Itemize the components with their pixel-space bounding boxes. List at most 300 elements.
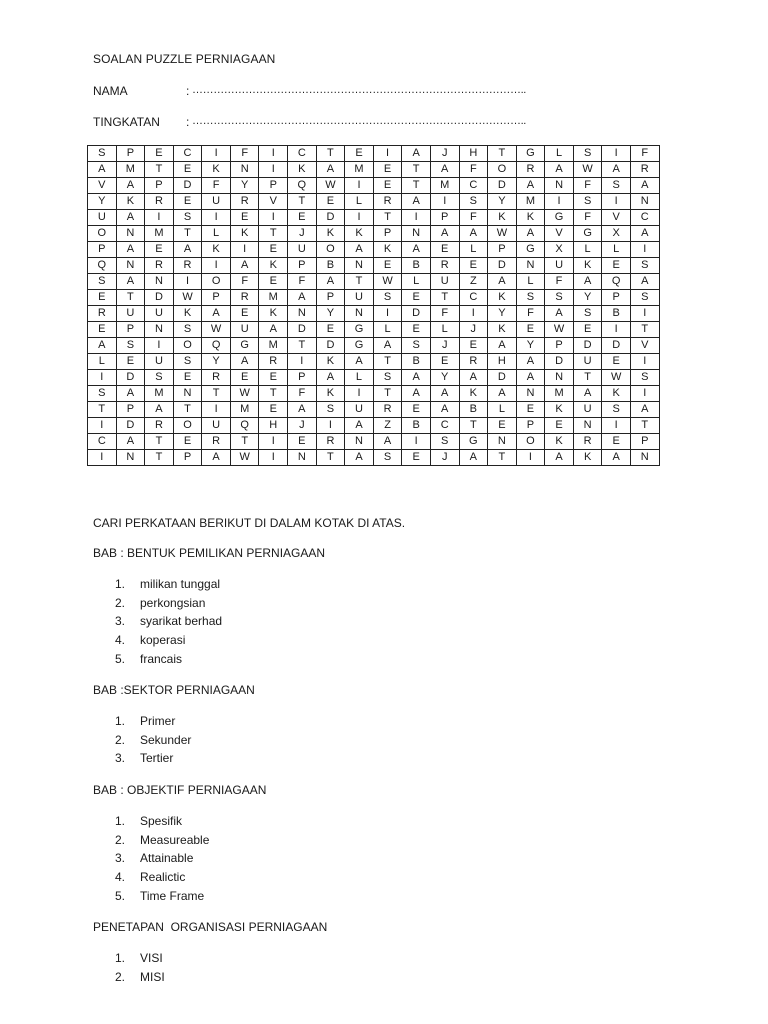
grid-cell: X (545, 242, 574, 258)
grid-cell: W (373, 274, 402, 290)
item-text: MISI (140, 969, 165, 984)
grid-cell: D (488, 370, 517, 386)
grid-cell: C (459, 290, 488, 306)
grid-cell: O (202, 274, 231, 290)
grid-cell: A (316, 370, 345, 386)
grid-cell: P (259, 178, 288, 194)
grid-cell: R (430, 258, 459, 274)
item-number: 3. (115, 851, 126, 866)
grid-cell: Y (516, 338, 545, 354)
grid-cell: T (230, 434, 259, 450)
grid-cell: W (573, 162, 602, 178)
class-label: TINGKATAN (93, 115, 160, 129)
grid-cell: E (345, 146, 374, 162)
grid-cell: I (202, 210, 231, 226)
grid-row (88, 370, 660, 386)
page-title: SOALAN PUZZLE PERNIAGAAN (93, 52, 276, 66)
grid-cell: I (316, 418, 345, 434)
grid-cell: Z (373, 418, 402, 434)
grid-cell: W (488, 226, 517, 242)
grid-cell: J (430, 146, 459, 162)
grid-cell: B (402, 418, 431, 434)
grid-cell: D (173, 178, 202, 194)
grid-cell: I (602, 194, 631, 210)
grid-cell: Y (488, 194, 517, 210)
grid-cell: S (630, 258, 659, 274)
grid-cell: R (173, 258, 202, 274)
grid-cell: W (230, 450, 259, 466)
grid-cell: L (202, 226, 231, 242)
grid-cell: C (459, 178, 488, 194)
grid-cell: A (488, 386, 517, 402)
grid-cell: I (516, 450, 545, 466)
grid-cell: S (602, 178, 631, 194)
grid-cell: H (488, 354, 517, 370)
grid-cell: I (259, 434, 288, 450)
grid-cell: P (145, 178, 174, 194)
grid-cell: T (488, 450, 517, 466)
grid-cell: M (259, 338, 288, 354)
grid-cell: A (316, 274, 345, 290)
grid-cell: D (488, 178, 517, 194)
grid-cell: O (88, 226, 117, 242)
grid-cell: L (516, 274, 545, 290)
grid-cell: S (88, 274, 117, 290)
grid-cell: K (259, 306, 288, 322)
grid-cell: A (573, 274, 602, 290)
grid-row (88, 210, 660, 226)
grid-cell: N (116, 450, 145, 466)
grid-cell: J (430, 338, 459, 354)
grid-cell: A (430, 162, 459, 178)
grid-cell: E (173, 434, 202, 450)
grid-cell: T (373, 386, 402, 402)
grid-cell: N (630, 450, 659, 466)
grid-cell: E (430, 354, 459, 370)
grid-cell: V (630, 338, 659, 354)
grid-cell: U (288, 242, 317, 258)
grid-cell: W (316, 178, 345, 194)
grid-cell: K (288, 162, 317, 178)
grid-cell: I (373, 146, 402, 162)
grid-cell: G (459, 434, 488, 450)
grid-cell: R (459, 354, 488, 370)
grid-cell: D (116, 418, 145, 434)
grid-row (88, 258, 660, 274)
item-number: 1. (115, 951, 126, 965)
grid-cell: M (116, 162, 145, 178)
grid-cell: W (173, 290, 202, 306)
grid-cell: G (573, 226, 602, 242)
grid-cell: E (402, 322, 431, 338)
section-objective (93, 783, 493, 913)
grid-cell: T (145, 162, 174, 178)
grid-cell: I (88, 450, 117, 466)
name-blank-line: ………………………………………………………………………………….. (192, 84, 526, 96)
grid-cell: T (288, 338, 317, 354)
item-text: Sekunder (140, 732, 192, 747)
grid-cell: I (202, 402, 231, 418)
grid-cell: I (88, 370, 117, 386)
grid-cell: T (145, 434, 174, 450)
grid-cell: T (202, 386, 231, 402)
grid-cell: A (430, 402, 459, 418)
grid-cell: R (573, 434, 602, 450)
grid-cell: T (345, 274, 374, 290)
grid-cell: N (573, 418, 602, 434)
grid-cell: R (630, 162, 659, 178)
grid-cell: T (402, 162, 431, 178)
grid-cell: A (430, 386, 459, 402)
grid-cell: E (545, 418, 574, 434)
grid-cell: A (430, 226, 459, 242)
grid-cell: A (373, 338, 402, 354)
grid-cell: A (345, 242, 374, 258)
grid-row (88, 162, 660, 178)
grid-cell: T (630, 322, 659, 338)
grid-cell: P (116, 402, 145, 418)
grid-cell: A (402, 194, 431, 210)
grid-cell: D (602, 338, 631, 354)
grid-cell: E (259, 370, 288, 386)
grid-cell: F (573, 210, 602, 226)
grid-cell: S (88, 386, 117, 402)
grid-cell: S (573, 194, 602, 210)
grid-cell: S (373, 290, 402, 306)
grid-cell: C (430, 418, 459, 434)
grid-cell: G (516, 242, 545, 258)
name-colon: : (186, 84, 190, 98)
grid-cell: A (545, 450, 574, 466)
grid-cell: A (402, 370, 431, 386)
grid-cell: A (116, 386, 145, 402)
item-text: koperasi (140, 633, 186, 648)
grid-cell: K (173, 306, 202, 322)
grid-cell: E (602, 434, 631, 450)
grid-cell: L (430, 322, 459, 338)
grid-cell: I (259, 210, 288, 226)
grid-cell: Y (573, 290, 602, 306)
grid-cell: J (459, 322, 488, 338)
grid-cell: B (316, 258, 345, 274)
grid-cell: R (145, 418, 174, 434)
grid-cell: W (545, 322, 574, 338)
grid-cell: I (259, 450, 288, 466)
grid-cell: I (459, 306, 488, 322)
grid-cell: M (545, 386, 574, 402)
grid-cell: I (345, 386, 374, 402)
grid-cell: P (630, 434, 659, 450)
grid-cell: F (573, 178, 602, 194)
grid-cell: U (202, 194, 231, 210)
grid-cell: Y (230, 178, 259, 194)
grid-cell: U (202, 418, 231, 434)
grid-cell: Y (202, 354, 231, 370)
grid-cell: I (373, 306, 402, 322)
grid-cell: S (516, 290, 545, 306)
grid-row (88, 450, 660, 466)
grid-cell: A (202, 450, 231, 466)
grid-cell: P (545, 338, 574, 354)
grid-cell: L (345, 194, 374, 210)
grid-cell: S (173, 322, 202, 338)
grid-cell: A (116, 178, 145, 194)
grid-cell: U (430, 274, 459, 290)
grid-cell: P (373, 226, 402, 242)
item-text: francais (140, 651, 183, 666)
item-number: 2. (115, 832, 126, 847)
name-field (93, 84, 526, 100)
grid-cell: K (573, 258, 602, 274)
grid-cell: K (116, 194, 145, 210)
grid-cell: E (288, 210, 317, 226)
grid-cell: Q (202, 338, 231, 354)
grid-cell: E (373, 178, 402, 194)
grid-cell: P (88, 242, 117, 258)
grid-cell: A (402, 386, 431, 402)
grid-cell: C (630, 210, 659, 226)
item-text: Attainable (140, 851, 194, 866)
grid-cell: F (459, 210, 488, 226)
grid-cell: Y (88, 194, 117, 210)
grid-cell: I (230, 242, 259, 258)
grid-cell: J (288, 226, 317, 242)
item-number: 2. (115, 969, 126, 984)
grid-cell: D (402, 306, 431, 322)
grid-cell: K (488, 210, 517, 226)
grid-cell: I (345, 178, 374, 194)
instruction-text: CARI PERKATAAN BERIKUT DI DALAM KOTAK DI ATAS. (93, 516, 406, 530)
grid-cell: E (402, 290, 431, 306)
grid-cell: I (259, 146, 288, 162)
grid-cell: I (202, 258, 231, 274)
grid-cell: A (516, 226, 545, 242)
grid-cell: F (516, 306, 545, 322)
grid-cell: E (173, 370, 202, 386)
grid-cell: U (116, 306, 145, 322)
grid-cell: A (88, 338, 117, 354)
item-number: 1. (115, 577, 126, 591)
item-text: syarikat berhad (140, 614, 223, 629)
grid-cell: E (516, 402, 545, 418)
grid-cell: E (88, 322, 117, 338)
grid-cell: S (573, 306, 602, 322)
grid-cell: U (345, 402, 374, 418)
grid-cell: I (259, 162, 288, 178)
grid-cell: A (116, 210, 145, 226)
grid-cell: E (173, 162, 202, 178)
grid-cell: I (630, 354, 659, 370)
grid-cell: N (230, 162, 259, 178)
grid-cell: F (459, 162, 488, 178)
grid-cell: L (373, 322, 402, 338)
grid-cell: T (173, 402, 202, 418)
grid-cell: G (345, 322, 374, 338)
grid-cell: S (459, 194, 488, 210)
grid-cell: I (145, 338, 174, 354)
grid-cell: N (288, 450, 317, 466)
grid-cell: A (345, 354, 374, 370)
grid-row (88, 194, 660, 210)
grid-cell: F (630, 146, 659, 162)
grid-cell: S (173, 210, 202, 226)
grid-cell: A (373, 434, 402, 450)
grid-cell: A (516, 178, 545, 194)
grid-cell: A (116, 274, 145, 290)
grid-cell: Q (230, 418, 259, 434)
grid-cell: I (88, 418, 117, 434)
grid-cell: A (145, 402, 174, 418)
item-number: 3. (115, 751, 126, 766)
grid-cell: T (259, 226, 288, 242)
grid-cell: E (230, 370, 259, 386)
grid-cell: M (259, 290, 288, 306)
grid-cell: L (402, 274, 431, 290)
grid-cell: L (459, 242, 488, 258)
grid-cell: R (145, 194, 174, 210)
grid-cell: F (288, 386, 317, 402)
grid-cell: A (573, 386, 602, 402)
grid-cell: I (402, 210, 431, 226)
grid-cell: A (345, 418, 374, 434)
grid-cell: E (316, 194, 345, 210)
grid-cell: D (545, 354, 574, 370)
grid-cell: A (230, 258, 259, 274)
grid-cell: U (230, 322, 259, 338)
item-number: 4. (115, 870, 126, 885)
grid-cell: K (316, 226, 345, 242)
grid-cell: S (373, 370, 402, 386)
grid-cell: R (88, 306, 117, 322)
grid-cell: E (316, 322, 345, 338)
grid-cell: Q (602, 274, 631, 290)
grid-cell: S (573, 146, 602, 162)
grid-cell: D (573, 338, 602, 354)
grid-cell: S (630, 290, 659, 306)
grid-cell: V (259, 194, 288, 210)
grid-cell: E (573, 322, 602, 338)
grid-cell: M (230, 402, 259, 418)
grid-cell: D (116, 370, 145, 386)
section-sector (93, 683, 493, 773)
grid-cell: A (459, 370, 488, 386)
grid-row (88, 402, 660, 418)
grid-cell: N (545, 370, 574, 386)
grid-cell: U (145, 306, 174, 322)
grid-row (88, 418, 660, 434)
grid-cell: A (630, 226, 659, 242)
grid-cell: F (545, 274, 574, 290)
class-blank-line: ………………………………………………………………………………….. (192, 115, 526, 127)
grid-cell: D (288, 322, 317, 338)
grid-cell: K (316, 386, 345, 402)
grid-cell: A (545, 162, 574, 178)
grid-cell: T (316, 146, 345, 162)
grid-cell: F (288, 274, 317, 290)
grid-cell: S (545, 290, 574, 306)
grid-cell: R (259, 354, 288, 370)
item-text: VISI (140, 951, 163, 965)
grid-cell: T (173, 226, 202, 242)
grid-cell: A (516, 354, 545, 370)
grid-cell: T (373, 354, 402, 370)
grid-cell: Y (316, 306, 345, 322)
grid-row (88, 338, 660, 354)
grid-cell: N (145, 274, 174, 290)
grid-cell: D (488, 258, 517, 274)
grid-row (88, 226, 660, 242)
grid-cell: N (516, 386, 545, 402)
item-text: Measureable (140, 832, 210, 847)
grid-cell: A (259, 322, 288, 338)
grid-row (88, 434, 660, 450)
grid-cell: K (202, 162, 231, 178)
grid-cell: P (316, 290, 345, 306)
grid-cell: E (373, 258, 402, 274)
grid-cell: P (516, 418, 545, 434)
grid-cell: M (145, 226, 174, 242)
grid-cell: N (116, 226, 145, 242)
grid-row (88, 274, 660, 290)
grid-cell: S (602, 402, 631, 418)
grid-row (88, 290, 660, 306)
grid-cell: E (145, 242, 174, 258)
grid-cell: T (630, 418, 659, 434)
grid-cell: A (488, 274, 517, 290)
grid-cell: P (116, 322, 145, 338)
grid-cell: N (288, 306, 317, 322)
grid-cell: T (402, 178, 431, 194)
grid-cell: Z (459, 274, 488, 290)
grid-cell: N (345, 434, 374, 450)
grid-cell: A (402, 242, 431, 258)
grid-cell: E (88, 290, 117, 306)
grid-cell: K (230, 226, 259, 242)
grid-cell: I (345, 210, 374, 226)
section-organisation (93, 920, 493, 990)
grid-cell: A (288, 402, 317, 418)
grid-cell: S (630, 370, 659, 386)
grid-cell: L (545, 146, 574, 162)
grid-cell: K (545, 434, 574, 450)
grid-cell: N (145, 322, 174, 338)
grid-cell: E (602, 354, 631, 370)
grid-cell: U (88, 210, 117, 226)
grid-cell: P (430, 210, 459, 226)
grid-cell: T (259, 386, 288, 402)
grid-cell: U (573, 354, 602, 370)
grid-cell: E (230, 306, 259, 322)
grid-cell: N (345, 306, 374, 322)
item-number: 1. (115, 814, 126, 828)
item-number: 5. (115, 651, 126, 666)
grid-cell: E (259, 242, 288, 258)
grid-cell: R (316, 434, 345, 450)
grid-row (88, 322, 660, 338)
grid-cell: P (288, 370, 317, 386)
grid-cell: O (316, 242, 345, 258)
section-title: PENETAPAN ORGANISASI PERNIAGAAN (93, 920, 328, 934)
grid-row (88, 306, 660, 322)
grid-cell: L (345, 370, 374, 386)
grid-cell: N (545, 178, 574, 194)
grid-cell: P (602, 290, 631, 306)
grid-cell: B (402, 258, 431, 274)
grid-cell: P (116, 146, 145, 162)
class-colon: : (186, 115, 190, 129)
grid-cell: A (459, 450, 488, 466)
grid-cell: V (88, 178, 117, 194)
